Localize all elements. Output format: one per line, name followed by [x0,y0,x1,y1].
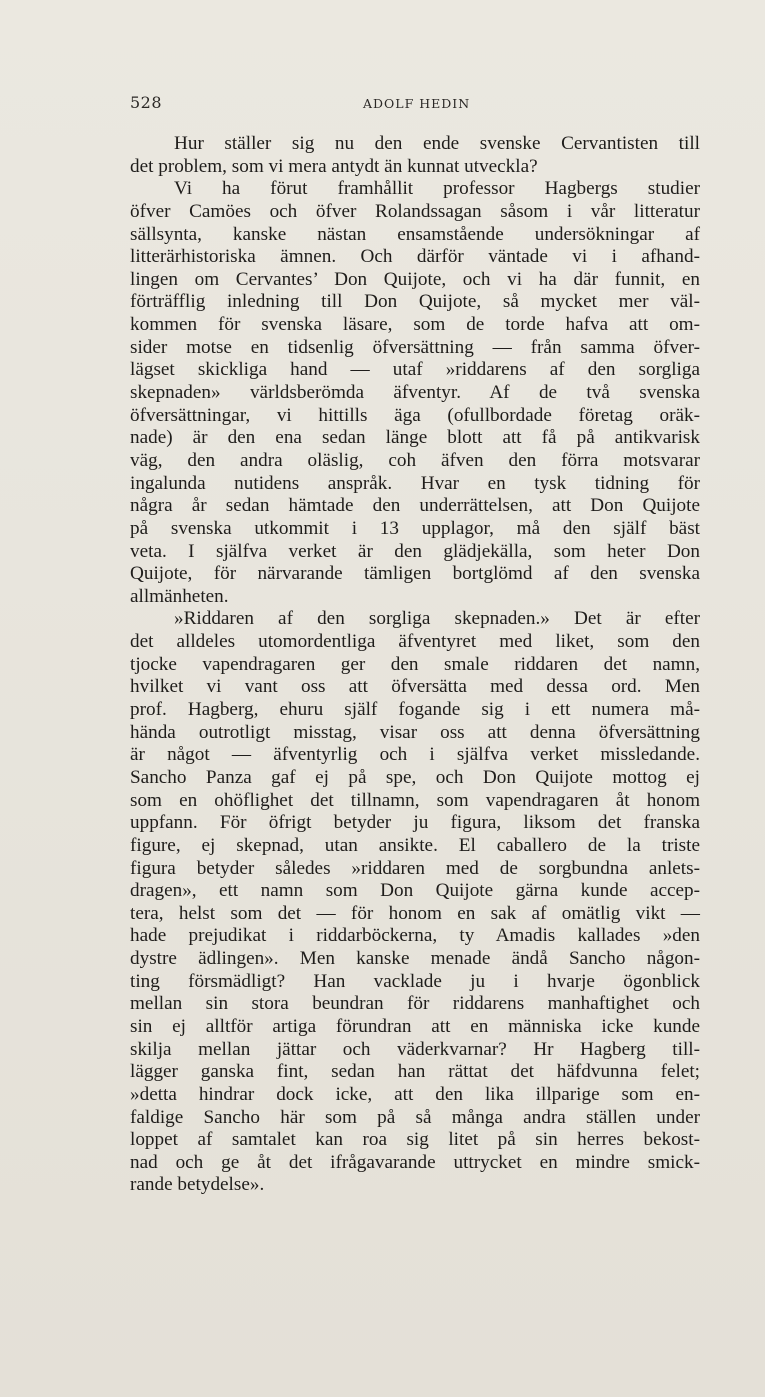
text-line: kommen för svenska läsare, som de torde hafva att om- [130,314,700,336]
text-line: hvilket vi vant oss att öfversätta med dessa ord. Men [130,676,700,698]
text-line: Vi ha förut framhållit professor Hagbergs studier [174,178,700,200]
text-line: lingen om Cervantes’ Don Quijote, och vi ha där funnit, en [130,268,700,290]
text-line: som en ohöflighet det tillnamn, som vapendragaren åt honom [130,789,700,811]
body-text [130,133,700,1197]
text-line: tjocke vapendragaren ger den smale riddaren det namn, [130,653,700,675]
text-line: prof. Hagberg, ehuru själf fogande sig i ett numera må- [130,699,700,721]
text-line: sällsynta, kanske nästan ensamstående undersökningar af [130,223,700,245]
text-line: figure, ej skepnad, utan ansikte. El caballero de la triste [130,834,700,856]
text-line: det problem, som vi mera antydt än kunnat utveckla? [130,155,538,177]
text-line: på svenska utkommit i 13 upplagor, må den själf bäst [130,517,700,539]
text-line: ting försmädligt? Han vacklade ju i hvarje ögonblick [130,970,700,992]
text-line: Hur ställer sig nu den ende svenske Cervantisten till [174,133,700,154]
text-line: faldige Sancho här som på så många andra ställen under [130,1106,700,1128]
text-line: nad och ge åt det ifrågavarande uttrycket en mindre smick- [130,1151,700,1173]
text-line: litterärhistoriska ämnen. Och därför väntade vi i afhand- [130,246,700,268]
text-line: dragen», ett namn som Don Quijote gärna kunde accep- [130,880,700,902]
text-line: loppet af samtalet kan roa sig litet på sin herres bekost- [130,1129,700,1151]
text-line: mellan sin stora beundran för riddarens manhaftighet och [130,993,700,1015]
text-line: öfver Camöes och öfver Rolandssagan såsom i vår litteratur [130,200,700,222]
text-line: uppfann. För öfrigt betyder ju figura, liksom det franska [130,812,700,834]
text-line: skepnaden» världsberömda äfventyr. Af de två svenska [130,382,700,404]
text-line: »Riddaren af den sorgliga skepnaden.» Det är efter [174,608,700,630]
text-line: några år sedan hämtade den underrättelsen, att Don Quijote [130,495,700,517]
text-line: »detta hindrar dock icke, att den lika illparige som en- [130,1083,700,1105]
text-line: veta. I själfva verket är den glädjekälla, som heter Don [130,540,700,562]
text-line: hända outrotligt misstag, visar oss att denna öfversättning [130,721,700,743]
text-line: är något — äfventyrlig och i själfva verket missledande. [130,744,700,766]
text-line: Sancho Panza gaf ej på spe, och Don Quijote mottog ej [130,766,700,788]
page-number: 528 [130,93,163,112]
text-line: lägger ganska fint, sedan han rättat det häfdvunna felet; [130,1061,700,1083]
text-line: sider motse en tidsenlig öfversättning — från samma öfver- [130,336,700,358]
text-line: Quijote, för närvarande tämligen bortglömd af den svenska [130,563,700,585]
text-line: rande betydelse». [130,1174,265,1196]
text-line: sin ej alltför artiga förundran att en människa icke kunde [130,1015,700,1037]
text-line: tera, helst som det — för honom en sak af omätlig vikt — [130,902,700,924]
text-line: öfversättningar, vi hittills äga (ofullbordade företag oräk- [130,404,700,426]
text-line: väg, den andra oläslig, coh äfven den förra motsvarar [130,449,700,471]
text-line: hade prejudikat i riddarböckerna, ty Amadis kallades »den [130,925,700,947]
text-line: lägset skickliga hand — utaf »riddarens af den sorgliga [130,359,700,381]
text-line: dystre ädlingen». Men kanske menade ändå Sancho någon- [130,948,700,970]
text-line: det alldeles utomordentliga äfventyret med liket, som den [130,631,700,653]
text-line: ingalunda nutidens anspråk. Hvar en tysk tidning för [130,472,700,494]
text-line: figura betyder således »riddaren med de sorgbundna anlets- [130,857,700,879]
text-line: nade) är den ena sedan länge blott att få på antikvarisk [130,427,700,449]
running-head: ADOLF HEDIN [363,96,471,111]
text-line: skilja mellan jättar och väderkvarnar? Hr Hagberg till- [130,1038,700,1060]
text-line: allmänheten. [130,585,229,607]
text-line: förträfflig inledning till Don Quijote, så mycket mer väl- [130,291,700,313]
